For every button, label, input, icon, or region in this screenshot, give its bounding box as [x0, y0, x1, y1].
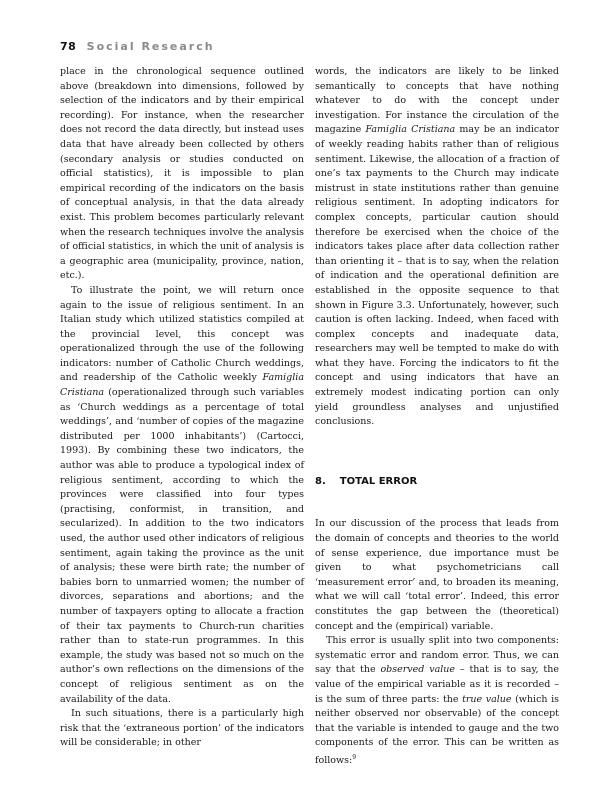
- paragraph-text: words, the indicators are likely to be linked semantically to concepts that have nothing whatever to do with the concept under investigation. For instance the circulation of the magazine: [315, 66, 559, 136]
- section-title: TOTAL ERROR: [339, 475, 418, 487]
- section-heading: [315, 475, 559, 490]
- paragraph: [60, 707, 304, 751]
- section-number: 8.: [315, 475, 326, 487]
- italic-term: true value: [462, 693, 512, 705]
- paragraph-text: (which is neither observed nor observable) of the concept that the variable is intended to gauge and the two components of the error. This can be written as follows:: [315, 693, 559, 767]
- paragraph-text: place in the chronological sequence outlined above (breakdown into dimensions, followed by selection of the indicators and by their empirical recording). For instance, when the researcher does not record the data directly, but instead uses data that have already been collected by others (secondary analysis or studies conducted on official statistics), it is impossible to plan empirical recording of the indicators on the basis of conceptual analysis, in that the data already exist. This problem becomes particularly relevant when the research techniques involve the analysis of official statistics, in which the unit of analysis is a geographic area (municipality, province, nation, etc.).: [60, 66, 304, 282]
- right-column: [315, 65, 559, 769]
- paragraph-text: (operationalized through such variables as ‘Church weddings as a percentage of total weddings’, and ‘number of copies of the magazine distributed per 1000 inhabitants’) (Cartocci, 1993). By combining these two indicators, the author was able to produce a typological index of religious sentiment, according to which the provinces were classified into four types (practising, conformist, in transition, and secularized). In addition to the two indicators used, the author used other indicators of religious sentiment, again taking the province as the unit of analysis; these were birth rate; the number of babies born to unmarried women; the number of divorces, separations and abortions; and the number of taxpayers opting to allocate a fraction of their tax payments to Church-run charities rather than to state-run programmes. In this example, the study was based not so much on the author’s own reflections on the dimensions of the concept of religious sentiment as on the availability of the data.: [60, 387, 304, 705]
- italic-term: observed value: [380, 664, 456, 676]
- paragraph-text: To illustrate the point, we will return once again to the issue of religious sentiment. In an Italian study which utilized statistics compiled at the provincial level, this concept was operationalized through the use of the following indicators: number of Catholic Church weddings, and readership of the Catholic weekly: [60, 284, 304, 384]
- paragraph: [60, 284, 304, 707]
- footnote-marker[interactable]: 9: [352, 753, 357, 761]
- running-head-title: Social Research: [86, 40, 215, 53]
- paragraph-text: In our discussion of the process that leads from the domain of concepts and theories to the world of sense experience, due importance must be given to what psychometricians call ‘measurement error’ and, to broaden its meaning, what we will call ‘total error’. Indeed, this error constitutes the gap between the (theoretical) concept and the (empirical) variable.: [315, 518, 559, 632]
- paragraph: [315, 517, 559, 634]
- paragraph-text: In such situations, there is a particularly high risk that the ‘extraneous portion’ of the indicators will be considerable; in other: [60, 708, 304, 749]
- paragraph: [315, 65, 559, 430]
- paragraph: [60, 65, 304, 284]
- paragraph: [315, 634, 559, 769]
- running-header: [60, 40, 215, 53]
- paragraph-text: – that is to say, the value of the empirical variable as it is recorded – is the sum of three parts: the: [315, 664, 559, 705]
- paragraph-text: This error is usually split into two components: systematic error and random error. Thus, we can say that the: [315, 635, 559, 676]
- left-column: [60, 65, 304, 751]
- page-number: 78: [60, 40, 77, 53]
- italic-title: Famiglia Cristiana: [60, 372, 304, 399]
- paragraph-text: may be an indicator of weekly reading habits rather than of religious sentiment. Likewise, the allocation of a fraction of one’s tax payments to the Church may indicate mistrust in state institutions rather than genuine religious sentiment. In adopting indicators for complex concepts, particular caution should therefore be exercised when the choice of the indicators takes place after data collection rather than orienting it – that is to say, when the relation of indication and the operational definition are established in the opposite sequence to that shown in Figure 3.3. Unfortunately, however, such caution is often lacking. Indeed, when faced with complex concepts and inadequate data, researchers may well be tempted to make do with what they have. Forcing the indicators to fit the concept and using indicators that have an extremely modest indicating portion can only yield groundless analyses and unjustified conclusions.: [315, 124, 559, 428]
- italic-title: Famiglia Cristiana: [365, 124, 456, 136]
